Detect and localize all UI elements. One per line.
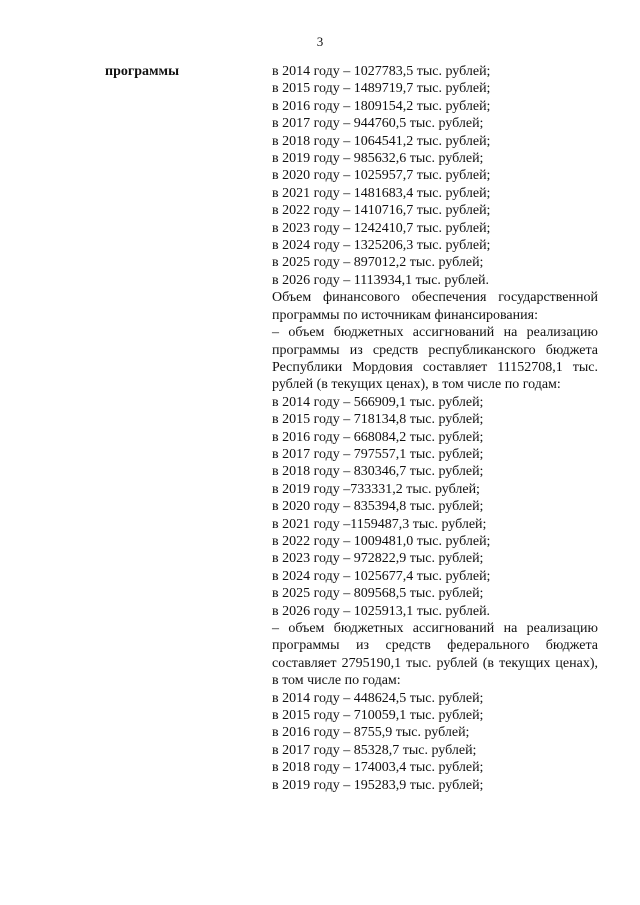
federal-year-2018: в 2018 году – 174003,4 тыс. рублей; — [272, 760, 484, 776]
total-year-2017: в 2017 году – 944760,5 тыс. рублей; — [272, 116, 484, 132]
total-year-2022: в 2022 году – 1410716,7 тыс. рублей; — [272, 203, 491, 219]
republican-year-2022: в 2022 году – 1009481,0 тыс. рублей; — [272, 533, 491, 549]
total-financing-list — [272, 63, 598, 289]
republican-year-2015: в 2015 году – 718134,8 тыс. рублей; — [272, 412, 484, 428]
federal-financing-list — [272, 690, 598, 794]
total-year-2023: в 2023 году – 1242410,7 тыс. рублей; — [272, 220, 491, 236]
total-year-2015: в 2015 году – 1489719,7 тыс. рублей; — [272, 81, 491, 97]
republican-year-2017: в 2017 году – 797557,1 тыс. рублей; — [272, 446, 484, 462]
republican-year-2020: в 2020 году – 835394,8 тыс. рублей; — [272, 499, 484, 515]
republican-year-2019: в 2019 году –733331,2 тыс. рублей; — [272, 481, 480, 497]
total-year-2025: в 2025 году – 897012,2 тыс. рублей; — [272, 255, 484, 271]
total-year-2024: в 2024 году – 1325206,3 тыс. рублей; — [272, 238, 491, 254]
total-year-2026: в 2026 году – 1113934,1 тыс. рублей. — [272, 272, 490, 288]
federal-year-2017: в 2017 году – 85328,7 тыс. рублей; — [272, 742, 477, 758]
republican-year-2014: в 2014 году – 566909,1 тыс. рублей; — [272, 394, 484, 410]
financing-text-column — [272, 63, 598, 794]
total-year-2016: в 2016 году – 1809154,2 тыс. рублей; — [272, 98, 491, 114]
total-year-2014: в 2014 году – 1027783,5 тыс. рублей; — [272, 64, 491, 79]
republican-year-2018: в 2018 году – 830346,7 тыс. рублей; — [272, 464, 484, 480]
total-year-2018: в 2018 году – 1064541,2 тыс. рублей; — [272, 133, 491, 149]
republican-year-2016: в 2016 году – 668084,2 тыс. рублей; — [272, 429, 484, 445]
total-year-2020: в 2020 году – 1025957,7 тыс. рублей; — [272, 168, 491, 184]
total-year-2021: в 2021 году – 1481683,4 тыс. рублей; — [272, 185, 491, 201]
republican-year-2025: в 2025 году – 809568,5 тыс. рублей; — [272, 586, 484, 602]
sources-intro-paragraph: Объем финансового обеспечения государственной программы по источникам финансирования: — [272, 290, 598, 323]
republican-year-2021: в 2021 году –1159487,3 тыс. рублей; — [272, 516, 487, 532]
republican-year-2024: в 2024 году – 1025677,4 тыс. рублей; — [272, 568, 491, 584]
republican-budget-paragraph: – объем бюджетных ассигнований на реализацию программы из средств республиканского бюджета Республики Мордовия составляет 11152708,1 тыс. рублей (в текущих ценах), в том числе по годам: — [272, 325, 598, 393]
federal-budget-paragraph: – объем бюджетных ассигнований на реализацию программы из средств федерального бюджета составляет 2795190,1 тыс. рублей (в текущих ценах), в том числе по годам: — [272, 621, 598, 689]
federal-year-2019: в 2019 году – 195283,9 тыс. рублей; — [272, 777, 484, 793]
republican-year-2026: в 2026 году – 1025913,1 тыс. рублей. — [272, 603, 491, 619]
federal-year-2016: в 2016 году – 8755,9 тыс. рублей; — [272, 725, 470, 741]
page-number: 3 — [316, 34, 324, 49]
federal-year-2014: в 2014 году – 448624,5 тыс. рублей; — [272, 690, 484, 706]
row-label-programmy: программы — [105, 64, 179, 79]
republican-year-2023: в 2023 году – 972822,9 тыс. рублей; — [272, 551, 484, 567]
total-year-2019: в 2019 году – 985632,6 тыс. рублей; — [272, 151, 484, 167]
federal-year-2015: в 2015 году – 710059,1 тыс. рублей; — [272, 708, 484, 724]
republican-financing-list — [272, 394, 598, 620]
